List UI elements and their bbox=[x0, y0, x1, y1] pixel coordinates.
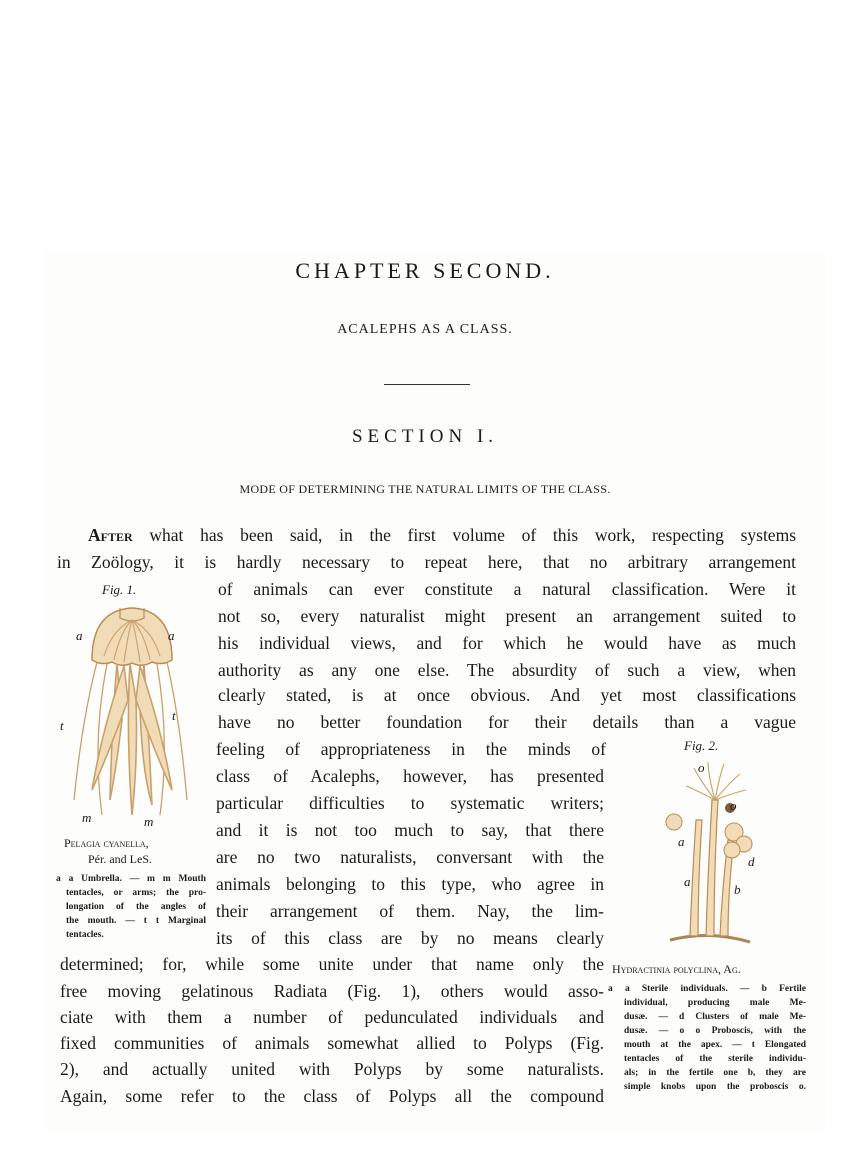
figure-1-caption-4: the mouth. — t t Marginal bbox=[66, 916, 206, 926]
figure-1-caption-5: tentacles. bbox=[66, 930, 104, 940]
section-subtitle: MODE OF DETERMINING THE NATURAL LIMITS OF THE CLASS. bbox=[239, 482, 611, 496]
body-line-7: clearly stated, is at once obvious. And yet most classifications bbox=[218, 685, 796, 705]
body-line-2: in Zoölogy, it is hardly necessary to repeat here, that no arbitrary arrangement bbox=[57, 552, 796, 572]
fig1-letter-a-right: a bbox=[168, 628, 175, 643]
body-line-4: not so, every naturalist might present an arrangement suited to bbox=[218, 606, 796, 626]
fig1-letter-m-left: m bbox=[82, 810, 92, 825]
fig2-letter-o-top: o bbox=[698, 760, 705, 775]
body-line-5: his individual views, and for which he would have as much bbox=[218, 633, 796, 653]
fig1-letter-t-left: t bbox=[60, 718, 64, 733]
body-line-15: their arrangement of them. Nay, the lim- bbox=[216, 901, 604, 921]
fig2-letter-o-right: o bbox=[730, 798, 737, 813]
body-line-21: 2), and actually united with Polyps by some naturalists. bbox=[60, 1059, 604, 1079]
body-line-14: animals belonging to this type, who agree in bbox=[216, 874, 604, 894]
fig2-letter-b: b bbox=[734, 882, 741, 897]
body-line-13: are no two naturalists, conversant with the bbox=[216, 847, 604, 867]
body-line-17: determined; for, while some unite under that name only the bbox=[60, 954, 604, 974]
figure-1-caption-2: tentacles, or arms; the pro- bbox=[66, 888, 206, 898]
body-line-9: feeling of appropriateness in the minds of bbox=[216, 739, 606, 759]
figure-1-caption-3: longation of the angles of bbox=[66, 902, 206, 912]
figure-2-caption-1: a a Sterile individuals. — b Fertile bbox=[608, 984, 806, 994]
body-line-3: of animals can ever constitute a natural classification. Were it bbox=[218, 579, 796, 599]
body-line-11: particular difficulties to systematic writers; bbox=[216, 793, 604, 813]
drop-word: After bbox=[88, 525, 133, 545]
body-line-8: have no better foundation for their details than a vague bbox=[218, 712, 796, 732]
jellyfish-illustration bbox=[62, 600, 202, 832]
figure-2-caption-7: als; in the fertile one b, they are bbox=[624, 1068, 806, 1078]
fig1-letter-m-right: m bbox=[144, 814, 154, 829]
body-line-22: Again, some refer to the class of Polyps all the compound bbox=[60, 1086, 604, 1106]
body-line-20: fixed communities of animals somewhat allied to Polyps (Fig. bbox=[60, 1033, 604, 1053]
figure-2-label: Fig. 2. bbox=[684, 738, 719, 753]
figure-1-label: Fig. 1. bbox=[102, 582, 137, 597]
body-line-12: and it is not too much to say, that there bbox=[216, 820, 604, 840]
body-line-6: authority as any one else. The absurdity of such a view, when bbox=[218, 660, 796, 680]
figure-1-caption-1: a a Umbrella. — m m Mouth bbox=[56, 874, 206, 884]
figure-1-authority: Pér. and LeS. bbox=[88, 852, 152, 866]
figure-2-caption-6: tentacles of the sterile individu- bbox=[624, 1054, 806, 1064]
figure-2-title: Hydractinia polyclina, Ag. bbox=[612, 962, 741, 976]
section-heading: SECTION I. bbox=[351, 426, 499, 447]
body-line-1: After what has been said, in the first volume of this work, respecting systems bbox=[88, 525, 796, 545]
body-line-10: class of Acalephs, however, has presented bbox=[216, 766, 604, 786]
fig2-letter-a-upper: a bbox=[678, 834, 685, 849]
divider-rule bbox=[384, 384, 470, 385]
body-line-18: free moving gelatinous Radiata (Fig. 1), others would asso- bbox=[60, 981, 604, 1001]
fig2-letter-d: d bbox=[748, 854, 755, 869]
figure-2-caption-8: simple knobs upon the proboscis o. bbox=[624, 1082, 806, 1092]
figure-2-caption-5: mouth at the apex. — t Elongated bbox=[624, 1040, 806, 1050]
body-line-16: its of this class are by no means clearly bbox=[216, 928, 604, 948]
chapter-heading: CHAPTER SECOND. bbox=[295, 258, 555, 283]
figure-1-title: Pelagia cyanella, bbox=[64, 836, 149, 850]
body-line-19: ciate with them a number of pedunculated individuals and bbox=[60, 1007, 604, 1027]
fig2-letter-a-lower: a bbox=[684, 874, 691, 889]
class-title: ACALEPHS AS A CLASS. bbox=[337, 322, 513, 337]
fig1-letter-a-left: a bbox=[76, 628, 83, 643]
figure-2-caption-4: dusæ. — o o Proboscis, with the bbox=[624, 1026, 806, 1036]
figure-2-caption-2: individual, producing male Me- bbox=[624, 998, 806, 1008]
fig1-letter-t-right: t bbox=[172, 708, 176, 723]
figure-2-caption-3: dusæ. — d Clusters of male Me- bbox=[624, 1012, 806, 1022]
